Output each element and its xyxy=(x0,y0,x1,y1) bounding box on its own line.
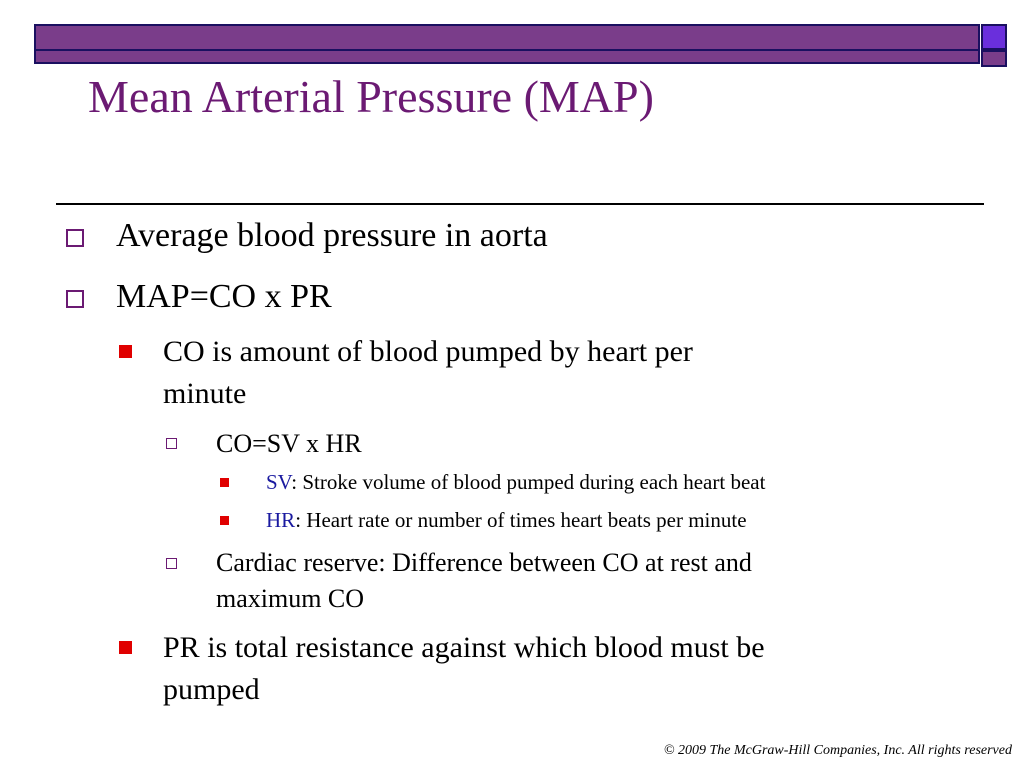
filled-square-icon xyxy=(119,641,132,654)
bullet-sv-definition xyxy=(266,469,765,495)
filled-square-icon xyxy=(220,478,229,487)
sv-term: SV xyxy=(266,470,292,494)
bullet-co-formula: CO=SV x HR xyxy=(216,429,362,458)
filled-square-icon xyxy=(119,345,132,358)
bullet-co-definition-line1: CO is amount of blood pumped by heart per xyxy=(163,335,693,368)
hollow-square-icon xyxy=(66,290,84,308)
bullet-hr-definition xyxy=(266,507,747,533)
hollow-square-icon xyxy=(166,558,177,569)
copyright-footer: © 2009 The McGraw-Hill Companies, Inc. All rights reserved xyxy=(663,743,1012,758)
hollow-square-icon xyxy=(66,229,84,247)
hr-description: : Heart rate or number of times heart beats per minute xyxy=(295,508,747,532)
bullet-pr-definition-line2: pumped xyxy=(163,673,260,706)
hollow-square-icon xyxy=(166,438,177,449)
sv-description: : Stroke volume of blood pumped during each heart beat xyxy=(291,470,766,494)
slide-title: Mean Arterial Pressure (MAP) xyxy=(88,71,654,122)
bullet-average-bp: Average blood pressure in aorta xyxy=(116,217,548,254)
bullet-cardiac-reserve-line1: Cardiac reserve: Difference between CO at rest and xyxy=(216,548,752,577)
hr-term: HR xyxy=(266,508,296,532)
filled-square-icon xyxy=(220,516,229,525)
bullet-pr-definition-line1: PR is total resistance against which blood must be xyxy=(163,631,765,664)
bullet-cardiac-reserve-line2: maximum CO xyxy=(216,584,365,613)
bullet-map-formula: MAP=CO x PR xyxy=(116,278,332,315)
bullet-co-definition-line2: minute xyxy=(163,377,247,410)
